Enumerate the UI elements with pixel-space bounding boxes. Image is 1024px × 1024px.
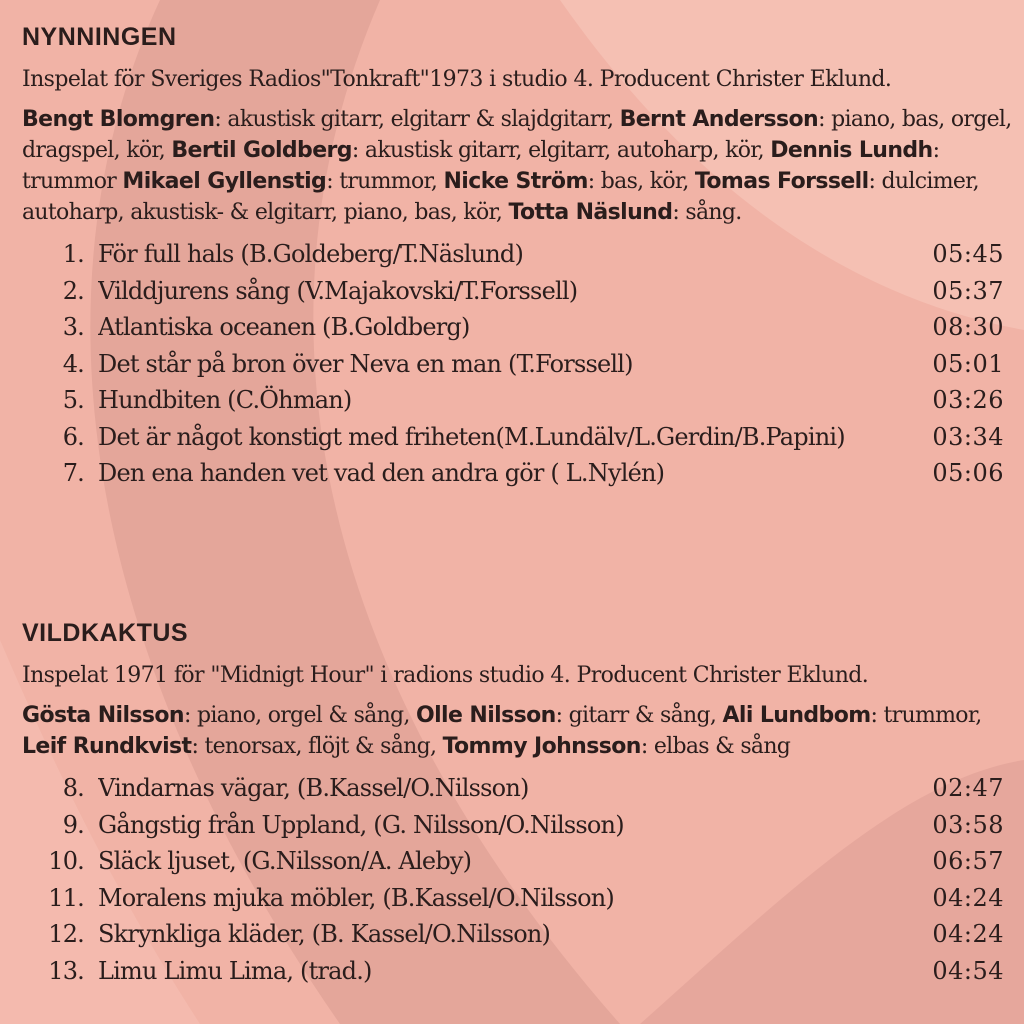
track-row: [22, 843, 1012, 880]
section-nynningen: [22, 20, 1012, 492]
track-number: 3.: [62, 313, 84, 341]
musician-name: Olle Nilsson: [416, 703, 556, 728]
musician-instruments: : dulcimer, autoharp, akustisk- & elgitarr, piano, bas, kör,: [22, 169, 979, 225]
section-title: NYNNINGEN: [22, 23, 177, 51]
track-duration: 04:54: [932, 956, 1004, 985]
musician-instruments: : piano, orgel & sång,: [183, 703, 417, 728]
credits-paragraph: [22, 700, 1012, 762]
recording-info: Inspelat 1971 för "Midnigt Hour" i radions studio 4. Producent Christer Eklund.: [22, 663, 869, 688]
musician-name: Bengt Blomgren: [22, 107, 215, 132]
track-number: 13.: [48, 956, 84, 985]
track-title: Limu Limu Lima, (trad.): [98, 956, 372, 985]
track-duration: 05:01: [932, 349, 1004, 378]
track-title: Det är något konstigt med friheten(M.Lundälv/L.Gerdin/B.Papini): [98, 422, 845, 451]
track-row: [22, 455, 1012, 492]
track-title: Vilddjurens sång (V.Majakovski/T.Forssell): [98, 276, 578, 305]
musician-name: Mikael Gyllenstig: [122, 169, 327, 194]
musician-name: Gösta Nilsson: [22, 703, 184, 728]
musician-name: Bernt Andersson: [619, 107, 819, 132]
musician-instruments: : bas, kör,: [587, 169, 695, 194]
track-title: Det står på bron över Neva en man (T.Forssell): [98, 349, 633, 378]
track-duration: 02:47: [932, 774, 1004, 802]
track-title: För full hals (B.Goldeberg/T.Näslund): [98, 240, 524, 268]
track-duration: 05:45: [932, 240, 1004, 268]
musician-instruments: : akustisk gitarr, elgitarr & slajdgitarr,: [214, 107, 620, 132]
musician-instruments: : tenorsax, flöjt & sång,: [191, 734, 443, 759]
track-number: 1.: [62, 240, 84, 268]
musician-name: Nicke Ström: [443, 169, 588, 194]
track-title: Vindarnas vägar, (B.Kassel/O.Nilsson): [98, 774, 529, 802]
track-duration: 03:26: [932, 386, 1004, 414]
musician-instruments: : trummor: [22, 138, 940, 194]
track-row: [22, 382, 1012, 419]
section-title: VILDKAKTUS: [22, 619, 189, 647]
musician-instruments: : sång.: [672, 200, 742, 225]
track-title: Skrynkliga kläder, (B. Kassel/O.Nilsson): [98, 920, 551, 948]
musician-instruments: : trummor,: [326, 169, 444, 194]
track-row: [22, 880, 1012, 917]
track-duration: 05:37: [932, 276, 1004, 305]
musician-instruments: : elbas & sång: [640, 734, 791, 759]
track-number: 12.: [48, 920, 84, 948]
track-duration: 05:06: [932, 459, 1004, 487]
musician-name: Tomas Forssell: [694, 169, 869, 194]
track-row: [22, 916, 1012, 953]
musician-instruments: : gitarr & sång,: [555, 703, 723, 728]
musician-name: Leif Rundkvist: [22, 734, 192, 759]
track-duration: 06:57: [932, 847, 1004, 875]
track-title: Hundbiten (C.Öhman): [98, 386, 352, 414]
track-number: 6.: [62, 422, 84, 451]
section-vildkaktus: [22, 616, 1012, 989]
track-number: 8.: [62, 774, 84, 802]
track-title: Den ena handen vet vad den andra gör ( L.Nylén): [98, 459, 665, 487]
track-row: [22, 770, 1012, 807]
track-list: [22, 236, 1012, 492]
track-number: 2.: [62, 276, 84, 305]
track-row: [22, 273, 1012, 310]
track-duration: 03:58: [932, 810, 1004, 839]
musician-instruments: : trummor,: [870, 703, 982, 728]
track-number: 9.: [62, 810, 84, 839]
musician-name: Ali Lundbom: [722, 703, 871, 728]
track-row: [22, 419, 1012, 456]
musician-name: Dennis Lundh: [770, 138, 933, 163]
track-row: [22, 346, 1012, 383]
track-number: 5.: [62, 386, 84, 414]
musician-instruments: : piano, bas, orgel, dragspel, kör,: [22, 107, 1012, 163]
track-row: [22, 309, 1012, 346]
track-duration: 04:24: [932, 883, 1004, 912]
track-duration: 08:30: [932, 313, 1004, 341]
track-title: Moralens mjuka möbler, (B.Kassel/O.Nilsson): [98, 883, 614, 912]
track-number: 11.: [48, 883, 84, 912]
track-title: Gångstig från Uppland, (G. Nilsson/O.Nilsson): [98, 810, 624, 839]
track-title: Atlantiska oceanen (B.Goldberg): [98, 313, 470, 341]
musician-instruments: : akustisk gitarr, elgitarr, autoharp, kör,: [351, 138, 771, 163]
track-row: [22, 807, 1012, 844]
track-row: [22, 953, 1012, 990]
track-list: [22, 770, 1012, 989]
track-number: 10.: [48, 847, 84, 875]
musician-name: Tommy Johnsson: [442, 734, 641, 759]
credits-paragraph: [22, 104, 1012, 228]
track-duration: 03:34: [932, 422, 1004, 451]
musician-name: Totta Näslund: [508, 200, 673, 225]
track-number: 4.: [62, 349, 84, 378]
recording-info: Inspelat för Sveriges Radios"Tonkraft"1973 i studio 4. Producent Christer Eklund.: [22, 67, 892, 92]
musician-name: Bertil Goldberg: [171, 138, 352, 163]
track-title: Släck ljuset, (G.Nilsson/A. Aleby): [98, 847, 472, 875]
track-number: 7.: [62, 459, 84, 487]
track-row: [22, 236, 1012, 273]
track-duration: 04:24: [932, 920, 1004, 948]
